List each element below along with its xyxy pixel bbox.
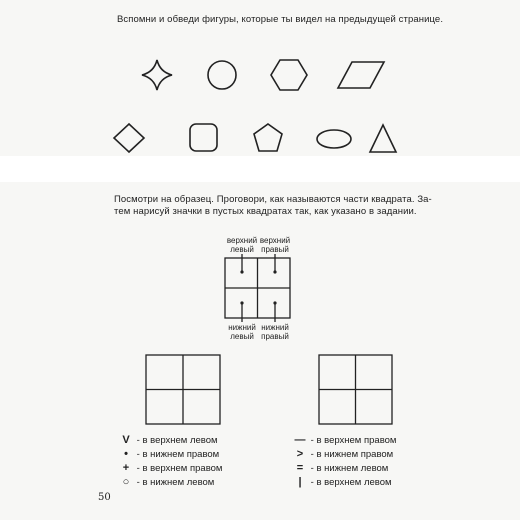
legend-right-item: — - в верхнем правом <box>294 434 397 446</box>
scan-band <box>0 156 520 182</box>
pentagon-shape <box>254 124 282 151</box>
task1-instruction: Вспомни и обведи фигуры, которые ты видел на предыдущей странице. <box>117 14 444 25</box>
parallelogram-shape <box>338 62 384 88</box>
legend-left-item: + - в верхнем правом <box>122 462 223 474</box>
task2-instruction-line2: тем нарисуй значки в пустых квадратах так, как указано в задании. <box>114 206 417 217</box>
rounded-square-shape <box>190 124 217 151</box>
legend-right-item: | - в верхнем левом <box>298 476 392 488</box>
page-number: 50 <box>98 492 111 503</box>
legend-right-item: > - в нижнем правом <box>296 448 394 460</box>
hexagon-shape <box>271 60 307 90</box>
legend-left-item: ○ - в нижнем левом <box>122 476 215 488</box>
circle-shape <box>208 61 236 89</box>
legend-left-item: V - в верхнем левом <box>122 434 218 446</box>
diamond-shape <box>114 124 144 152</box>
task2-instruction-line1: Посмотри на образец. Проговори, как называются части квадрата. За- <box>114 194 432 205</box>
label-top-left: верхний левый <box>226 236 258 254</box>
label-bottom-left: нижний левый <box>228 323 256 341</box>
empty-square-left <box>146 355 220 424</box>
star-4-point-shape <box>142 60 172 90</box>
sample-square <box>225 254 290 322</box>
legend-right-item: = - в нижнем левом <box>296 462 389 474</box>
label-bottom-right: нижний правый <box>261 323 289 341</box>
empty-square-right <box>319 355 392 424</box>
ellipse-shape <box>317 130 351 148</box>
label-top-right: верхний правый <box>259 236 291 254</box>
triangle-shape <box>370 125 396 152</box>
legend-left-item: • - в нижнем правом <box>124 448 220 460</box>
